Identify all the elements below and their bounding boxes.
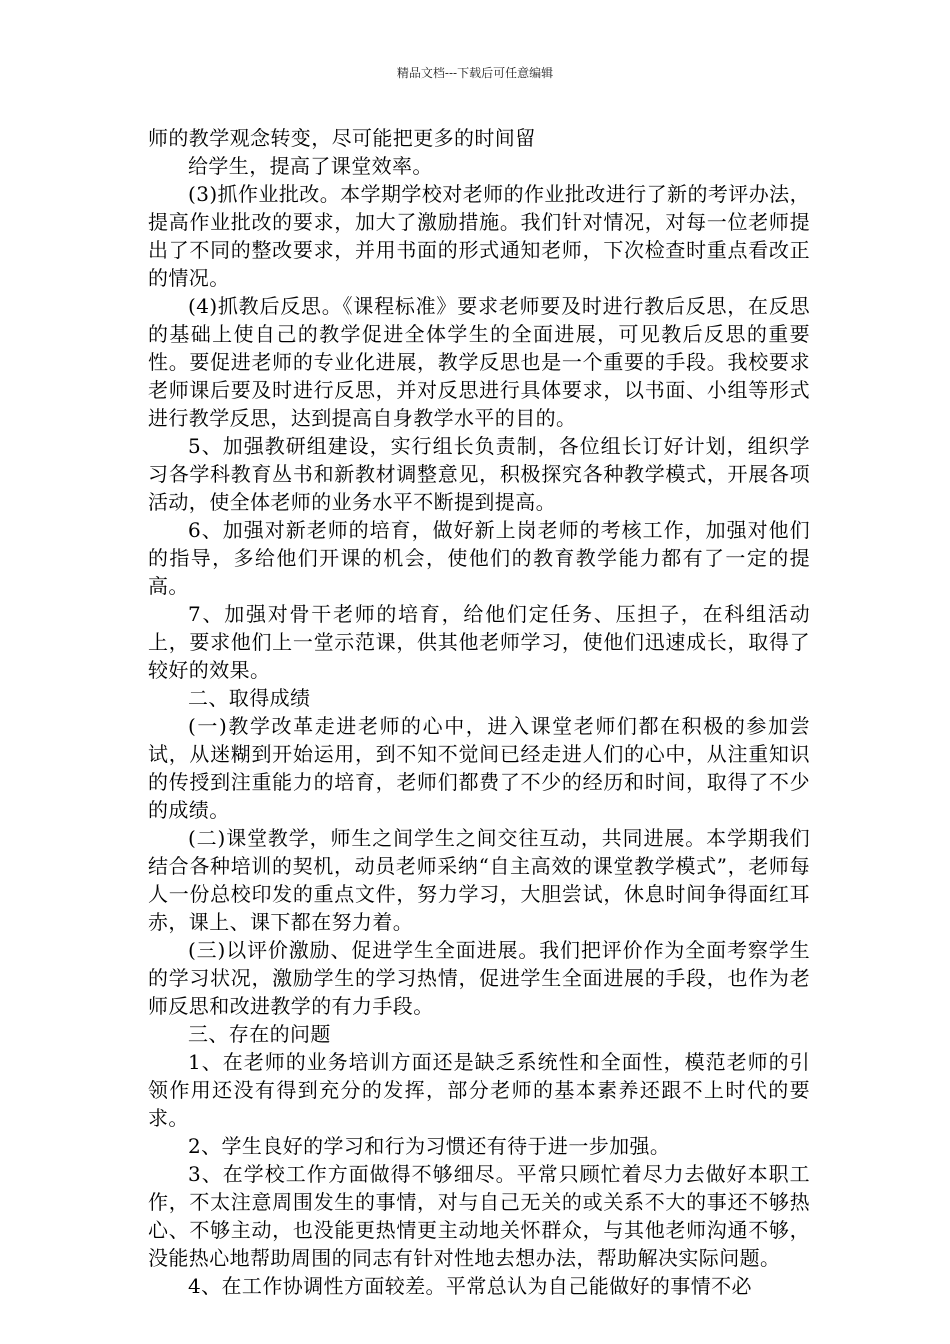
page-header: 精品文档---下载后可任意编辑	[396, 66, 554, 80]
paragraph: (二)课堂教学，师生之间学生之间交往互动，共同进展。本学期我们结合各种培训的契机，动员老师采纳“自主高效的课堂教学模式”，老师每人一份总校印发的重点文件，努力学习，大胆尝试，休息时间争得面红耳赤，课上、课下都在努力着。	[148, 826, 810, 934]
paragraph: (一)教学改革走进老师的心中，进入课堂老师们都在积极的参加尝试，从迷糊到开始运用，到不知不觉间已经走进人们的心中，从注重知识的传授到注重能力的培育，老师们都费了不少的经历和时间，取得了不少的成绩。	[148, 714, 810, 822]
section-heading: 二、取得成绩	[188, 686, 311, 710]
document-body	[148, 124, 810, 1300]
paragraph: (三)以评价激励、促进学生全面进展。我们把评价作为全面考察学生的学习状况，激励学生的学习热情，促进学生全面进展的手段，也作为老师反思和改进教学的有力手段。	[148, 938, 810, 1018]
paragraph: 3、在学校工作方面做得不够细尽。平常只顾忙着尽力去做好本职工作，不太注意周围发生的事情，对与自己无关的或关系不大的事还不够热心、不够主动，也没能更热情更主动地关怀群众，与其他老师沟通不够，没能热心地帮助周围的同志有针对性地去想办法，帮助解决实际问题。	[148, 1162, 810, 1270]
paragraph-continuation: 师的教学观念转变，尽可能把更多的时间留	[148, 126, 536, 150]
paragraph: 5、加强教研组建设，实行组长负责制，各位组长订好计划，组织学习各学科教育丛书和新教材调整意见，积极探究各种教学模式，开展各项活动，使全体老师的业务水平不断提到提高。	[148, 434, 810, 514]
paragraph: 6、加强对新老师的培育，做好新上岗老师的考核工作，加强对他们的指导，多给他们开课的机会，使他们的教育教学能力都有了一定的提高。	[148, 518, 810, 598]
paragraph: (4)抓教后反思。《课程标准》要求老师要及时进行教后反思，在反思的基础上使自己的教学促进全体学生的全面进展，可见教后反思的重要性。要促进老师的专业化进展，教学反思也是一个重要的手段。我校要求老师课后要及时进行反思，并对反思进行具体要求，以书面、小组等形式进行教学反思，达到提高自身教学水平的目的。	[148, 294, 810, 430]
paragraph: 2、学生良好的学习和行为习惯还有待于进一步加强。	[188, 1134, 671, 1158]
paragraph: 7、加强对骨干老师的培育，给他们定任务、压担子，在科组活动上，要求他们上一堂示范课，供其他老师学习，使他们迅速成长，取得了较好的效果。	[148, 602, 810, 682]
paragraph: 1、在老师的业务培训方面还是缺乏系统性和全面性，模范老师的引领作用还没有得到充分的发挥，部分老师的基本素养还跟不上时代的要求。	[148, 1050, 810, 1130]
section-heading: 三、存在的问题	[188, 1022, 331, 1046]
paragraph: 给学生，提高了课堂效率。	[188, 154, 433, 178]
paragraph: (3)抓作业批改。本学期学校对老师的作业批改进行了新的考评办法，提高作业批改的要求，加大了激励措施。我们针对情况，对每一位老师提出了不同的整改要求，并用书面的形式通知老师，下次检查时重点看改正的情况。	[148, 182, 810, 290]
paragraph: 4、在工作协调性方面较差。平常总认为自己能做好的事情不必	[188, 1274, 752, 1298]
